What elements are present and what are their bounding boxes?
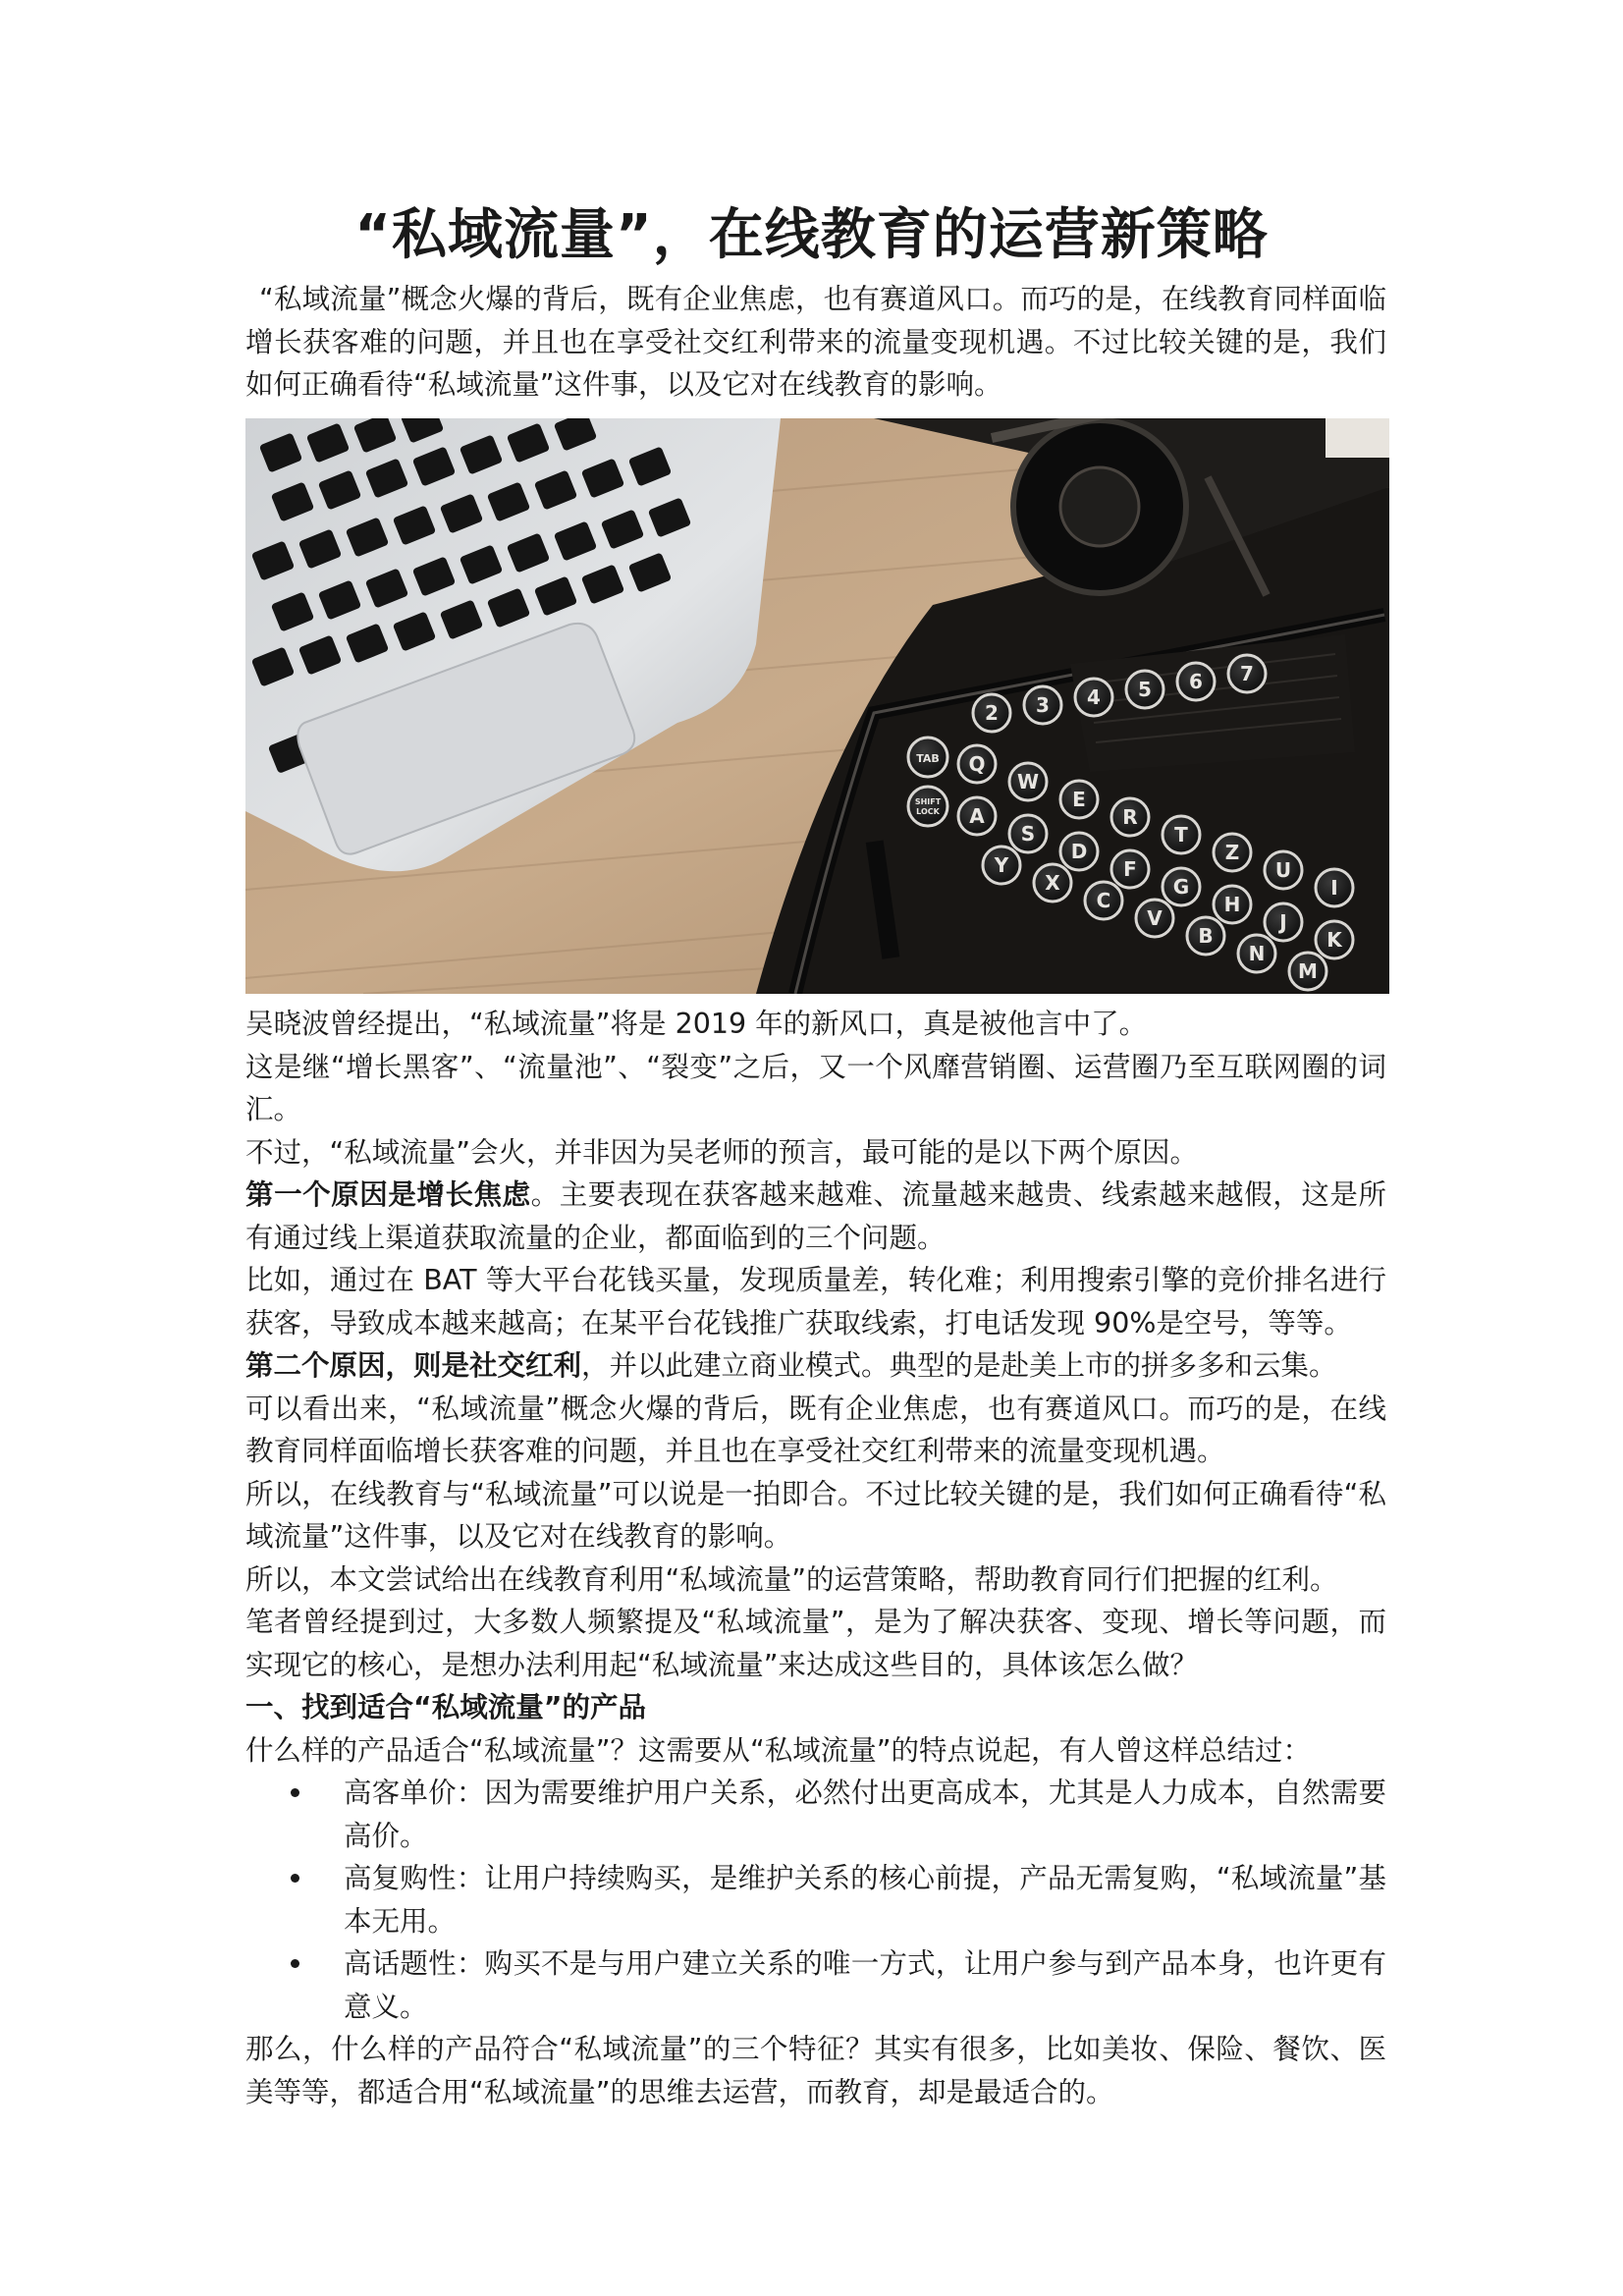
typewriter-key-label: I <box>1330 876 1338 900</box>
svg-text:LOCK: LOCK <box>916 807 940 816</box>
typewriter-key <box>1163 868 1200 905</box>
typewriter-key <box>1316 869 1353 906</box>
paragraph-reason-2 <box>245 1344 1386 1388</box>
paragraph-reason-1 <box>245 1174 1386 1259</box>
typewriter-key-label: V <box>1147 906 1163 930</box>
typewriter-key <box>1289 953 1326 990</box>
paragraph-11: 什么样的产品适合“私域流量”？这需要从“私域流量”的特点说起，有人曾这样总结过： <box>245 1733 1312 1767</box>
feature-bullet-list <box>245 1772 1386 2028</box>
typewriter-key <box>958 745 996 783</box>
tab-key <box>908 738 947 777</box>
typewriter-key <box>1111 798 1149 836</box>
paragraph-8: 所以，在线教育与“私域流量”可以说是一拍即合。不过比较关键的是，我们如何正确看待“私域流量”这件事，以及它对在线教育的影响。 <box>245 1477 1386 1553</box>
typewriter-key <box>1187 917 1224 955</box>
typewriter-key-label: 7 <box>1240 662 1254 685</box>
typewriter-key-label: M <box>1298 959 1318 983</box>
typewriter-key-label: S <box>1020 822 1036 846</box>
typewriter-key <box>1177 663 1215 700</box>
bullet-item <box>344 1772 1386 1857</box>
typewriter-key-label: 3 <box>1036 693 1050 717</box>
reason-2-text: ，并以此建立商业模式。典型的是赴美上市的拼多多和云集。 <box>581 1349 1337 1382</box>
typewriter-key <box>1060 833 1098 870</box>
typewriter-key-label: D <box>1070 840 1088 863</box>
svg-text:TAB: TAB <box>916 752 940 765</box>
shift-lock-key <box>908 787 947 826</box>
typewriter-key-label: X <box>1045 871 1060 895</box>
paragraph-3: 不过，“私域流量”会火，并非因为吴老师的预言，最可能的是以下两个原因。 <box>245 1135 1199 1169</box>
typewriter-key-label: Z <box>1224 841 1240 864</box>
typewriter-key <box>1214 834 1251 871</box>
reason-2-bold: 第二个原因，则是社交红利 <box>245 1349 582 1382</box>
typewriter-key-label: A <box>969 804 985 828</box>
typewriter-key-label: 2 <box>985 701 999 725</box>
paragraph-5: 比如，通过在 BAT 等大平台花钱买量，发现质量差，转化难；利用搜索引擎的竞价排名进行获客，导致成本越来越高；在某平台花钱推广获取线索，打电话发现 90%是空号，等等。 <box>245 1264 1386 1339</box>
typewriter-key-label: N <box>1248 942 1266 965</box>
typewriter-key <box>1126 671 1163 708</box>
bullet-text: 高话题性：购买不是与用户建立关系的唯一方式，让用户参与到产品本身，也许更有意义。 <box>344 1947 1386 2023</box>
typewriter-key <box>1024 686 1061 724</box>
typewriter-key-label: K <box>1326 928 1342 952</box>
section-heading-1: 一、找到适合“私域流量”的产品 <box>245 1691 646 1723</box>
paragraph-2: 这是继“增长黑客”、“流量池”、“裂变”之后，又一个风靡营销圈、运营圈乃至互联网圈的词汇。 <box>245 1050 1386 1125</box>
typewriter-key <box>1009 763 1047 800</box>
typewriter-key <box>1265 903 1302 941</box>
paragraph-10: 笔者曾经提到过，大多数人频繁提及“私域流量”，是为了解决获客、变现、增长等问题，而实现它的核心，是想办法利用起“私域流量”来达成这些目的，具体该怎么做？ <box>245 1606 1386 1681</box>
paragraph-12: 那么，什么样的产品符合“私域流量”的三个特征？其实有很多，比如美妆、保险、餐饮、医美等等，都适合用“私域流量”的思维去运营，而教育，却是最适合的。 <box>245 2033 1386 2108</box>
typewriter-key <box>1214 886 1251 923</box>
typewriter-key <box>1316 921 1353 958</box>
bullet-item <box>344 1942 1386 2028</box>
bullet-item <box>344 1857 1386 1942</box>
bullet-dot-icon <box>291 1874 299 1883</box>
typewriter-key-label: H <box>1223 893 1241 916</box>
page-title: “私域流量”，在线教育的运营新策略 <box>354 203 1269 267</box>
typewriter-key-label: F <box>1123 857 1137 881</box>
typewriter-key <box>1265 851 1302 889</box>
typewriter-key <box>983 847 1020 884</box>
svg-text:SHIFT: SHIFT <box>914 797 942 806</box>
paragraph-7: 可以看出来，“私域流量”概念火爆的背后，既有企业焦虑，也有赛道风口。而巧的是，在线教育同样面临增长获客难的问题，并且也在享受社交红利带来的流量变现机遇。 <box>245 1392 1386 1467</box>
typewriter-key <box>1075 679 1112 716</box>
typewriter-key <box>1136 900 1173 937</box>
typewriter-key <box>973 694 1010 732</box>
typewriter-key-label: J <box>1279 910 1287 934</box>
bullet-text: 高复购性：让用户持续购买，是维护关系的核心前提，产品无需复购，“私域流量”基本无用。 <box>344 1862 1386 1938</box>
typewriter-key-label: 6 <box>1189 670 1203 693</box>
typewriter-key <box>958 797 996 835</box>
intro-paragraph: “私域流量”概念火爆的背后，既有企业焦虑，也有赛道风口。而巧的是，在线教育同样面临增长获客难的问题，并且也在享受社交红利带来的流量变现机遇。不过比较关键的是，我们如何正确看待“私域流量”这件事，以及它对在线教育的影响。 <box>245 283 1386 401</box>
typewriter-key-label: R <box>1122 805 1138 829</box>
typewriter-key-label: 4 <box>1087 685 1101 709</box>
typewriter-key <box>1238 935 1275 972</box>
typewriter-key-label: E <box>1072 788 1086 811</box>
bullet-dot-icon <box>291 1788 299 1797</box>
typewriter-key-label: Y <box>994 853 1009 877</box>
typewriter-key-label: B <box>1198 924 1214 948</box>
paragraph-1: 吴晓波曾经提出，“私域流量”将是 2019 年的新风口，真是被他言中了。 <box>245 1008 1148 1040</box>
bullet-dot-icon <box>291 1959 299 1968</box>
article-body <box>245 1003 1386 2113</box>
reason-1-text: 。主要表现在获客越来越难、流量越来越贵、线索越来越假，这是所有通过线上渠道获取流量的企业，都面临到的三个问题。 <box>245 1178 1386 1254</box>
typewriter-key-label: 5 <box>1138 678 1152 701</box>
intro-block <box>245 278 1386 407</box>
typewriter-key-label: Q <box>968 752 986 776</box>
typewriter-key-label: G <box>1172 875 1190 899</box>
typewriter-key <box>1060 781 1098 818</box>
paragraph-9: 所以，本文尝试给出在线教育利用“私域流量”的运营策略，帮助教育同行们把握的红利。 <box>245 1562 1338 1596</box>
typewriter-key <box>1228 655 1266 692</box>
typewriter-key <box>1034 864 1071 902</box>
reason-1-bold: 第一个原因是增长焦虑 <box>245 1178 531 1211</box>
typewriter-key <box>1085 882 1122 919</box>
typewriter-key-label: C <box>1096 889 1111 912</box>
typewriter-key <box>1111 850 1149 888</box>
laptop-typewriter-photo <box>245 418 1389 994</box>
typewriter-key <box>1163 816 1200 853</box>
typewriter-key-label: U <box>1274 858 1292 882</box>
bullet-text: 高客单价：因为需要维护用户关系，必然付出更高成本，尤其是人力成本，自然需要高价。 <box>344 1777 1386 1852</box>
typewriter-key-label: W <box>1016 770 1040 793</box>
typewriter-key <box>1009 815 1047 852</box>
typewriter-key-label: T <box>1174 823 1188 847</box>
